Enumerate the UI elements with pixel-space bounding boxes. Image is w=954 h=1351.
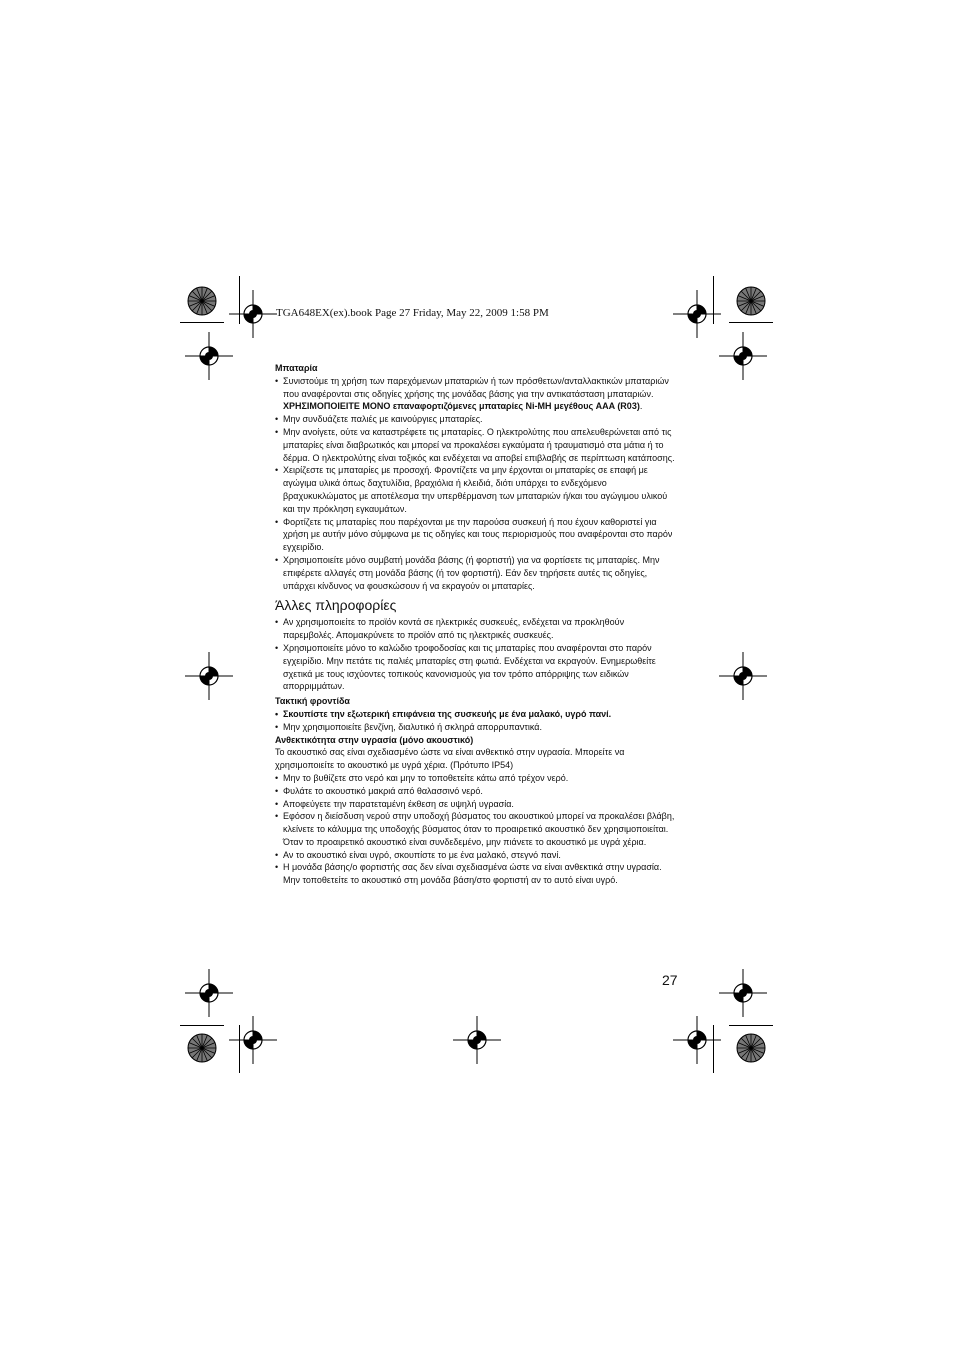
registration-mark-icon [719,969,767,1017]
registration-mark-icon [185,652,233,700]
crop-line [729,322,773,323]
water-item: • Η μονάδα βάσης/ο φορτιστής σας δεν είναι σχεδιασμένα ώστε να είναι ανθεκτικά στην υγρασία. Μην τοποθετείτε το ακουστικό στη μονάδα βάση/στο φορτιστή αν το αυτό είναι υγρό. [275,861,677,887]
other-item: • Αν χρησιμοποιείτε το προϊόν κοντά σε ηλεκτρικές συσκευές, ενδέχεται να προκληθούν παρεμβολές. Απομακρύνετε το προϊόν από τις ηλεκτρικές συσκευές. [275,616,677,642]
water-item: • Αποφεύγετε την παρατεταμένη έκθεση σε υψηλή υγρασία. [275,798,677,811]
other-item: • Χρησιμοποιείτε μόνο το καλώδιο τροφοδοσίας και τις μπαταρίες που αναφέρονται στο παρόν εγχειρίδιο. Μην πετάτε τις παλιές μπαταρίες στη φωτιά. Ενδέχεται να εκραγούν. Ενημερωθείτε σχετικά με τους ισχύοντες τοπικούς κανονισμούς για τον τρόπο απόρριψης των ειδικών απορριμμάτων. [275,642,677,693]
crop-line [713,276,714,324]
battery-item: • Χρησιμοποιείτε μόνο συμβατή μονάδα βάσης (ή φορτιστή) για να φορτίσετε τις μπαταρίες. Μην επιφέρετε αλλαγές στη μονάδα βάσης (ή τον φορτιστή). Εάν δεν τηρήσετε αυτές τις οδηγίες, υπάρχει κίνδυνος να φουσκώσουν ή να εκραγούν οι μπαταρίες. [275,554,677,592]
crop-line [180,1025,224,1026]
book-header-line: TGA648EX(ex).book Page 27 Friday, May 22, 2009 1:58 PM [276,307,549,319]
registration-mark-icon [453,1016,501,1064]
registration-mark-icon [229,290,277,338]
care-item: • Σκουπίστε την εξωτερική επιφάνεια της συσκευής με ένα μαλακό, υγρό πανί. [275,708,677,721]
water-heading: Ανθεκτικότητα στην υγρασία (μόνο ακουστικό) [275,734,474,745]
water-item: • Αν το ακουστικό είναι υγρό, σκουπίστε το με ένα μαλακό, στεγνό πανί. [275,849,677,862]
page-content [275,362,677,887]
crop-line [239,1025,240,1073]
battery-item: • Συνιστούμε τη χρήση των παρεχόμενων μπαταριών ή των πρόσθετων/ανταλλακτικών μπαταριών που αναφέρονται στις οδηγίες χρήσης της μονάδας βάσης για την αντικατάσταση μπαταριών. ΧΡΗΣΙΜΟΠΟΙΕΙΤΕ ΜΟΝΟ επαναφορτιζόμενες μπαταρίες Ni-MH μεγέθους AAA (R03). [275,375,677,413]
water-item: • Μην το βυθίζετε στο νερό και μην το τοποθετείτε κάτω από τρέχον νερό. [275,772,677,785]
battery-item: • Φορτίζετε τις μπαταρίες που παρέχονται με την παρούσα συσκευή ή που έχουν καθοριστεί για χρήση με αυτήν μόνο σύμφωνα με τις οδηγίες και τους περιορισμούς που αναφέρονται στο παρόν εγχειρίδιο. [275,516,677,554]
battery-item: • Μην συνδυάζετε παλιές με καινούργιες μπαταρίες. [275,413,677,426]
water-intro: Το ακουστικό σας είναι σχεδιασμένο ώστε να είναι ανθεκτικό στην υγρασία. Μπορείτε να χρησιμοποιείτε το ακουστικό με υγρά χέρια. (Πρότυπο IP54) [275,747,625,771]
registration-mark-icon [719,652,767,700]
crop-line [713,1025,714,1073]
care-heading: Τακτική φροντίδα [275,696,350,707]
color-bar-burst-icon [187,1033,217,1063]
battery-item: • Χειρίζεστε τις μπαταρίες με προσοχή. Φροντίζετε να μην έρχονται οι μπαταρίες σε επαφή με αγώγιμα υλικά όπως δαχτυλίδια, βραχιόλια ή κλειδιά, διότι υπάρχει το ενδεχόμενο βραχυκυκλώματος με αποτέλεσμα την υπερθέρμανση των μπαταριών ή/και του αγώγιμου υλικού και την πρόκληση εγκαυμάτων. [275,464,677,515]
care-item: • Μην χρησιμοποιείτε βενζίνη, διαλυτικό ή σκληρά απορρυπαντικά. [275,721,677,734]
color-bar-burst-icon [187,286,217,316]
water-item: • Εφόσον η διείσδυση νερού στην υποδοχή βύσματος του ακουστικού μπορεί να προκαλέσει βλάβη, κλείνετε το κάλυμμα της υποδοχής βύσματος όταν το προαιρετικό ακουστικό δεν χρησιμοποιείται. Όταν το προαιρετικό ακουστικό είναι συνδεδεμένο, μην πιάνετε το ακουστικό με υγρά χέρια. [275,810,677,848]
battery-item: • Μην ανοίγετε, ούτε να καταστρέφετε τις μπαταρίες. Ο ηλεκτρολύτης που απελευθερώνεται από τις μπαταρίες είναι διαβρωτικός και μπορεί να προκαλέσει εγκαύματα ή τραυματισμό στα μάτια ή το δέρμα. Ο ηλεκτρολύτης είναι τοξικός και ενδέχεται να αποβεί επιβλαβής σε περίπτωση κατάποσης. [275,426,677,464]
water-item: • Φυλάτε το ακουστικό μακριά από θαλασσινό νερό. [275,785,677,798]
crop-line [239,276,240,324]
color-bar-burst-icon [736,286,766,316]
registration-mark-icon [185,332,233,380]
registration-mark-icon [229,1016,277,1064]
section-title: Άλλες πληροφορίες [275,597,397,614]
page-number: 27 [662,972,678,988]
battery-heading: Μπαταρία [275,363,318,373]
registration-mark-icon [185,969,233,1017]
crop-line [729,1025,773,1026]
crop-line [180,322,224,323]
registration-mark-icon [719,332,767,380]
color-bar-burst-icon [736,1033,766,1063]
